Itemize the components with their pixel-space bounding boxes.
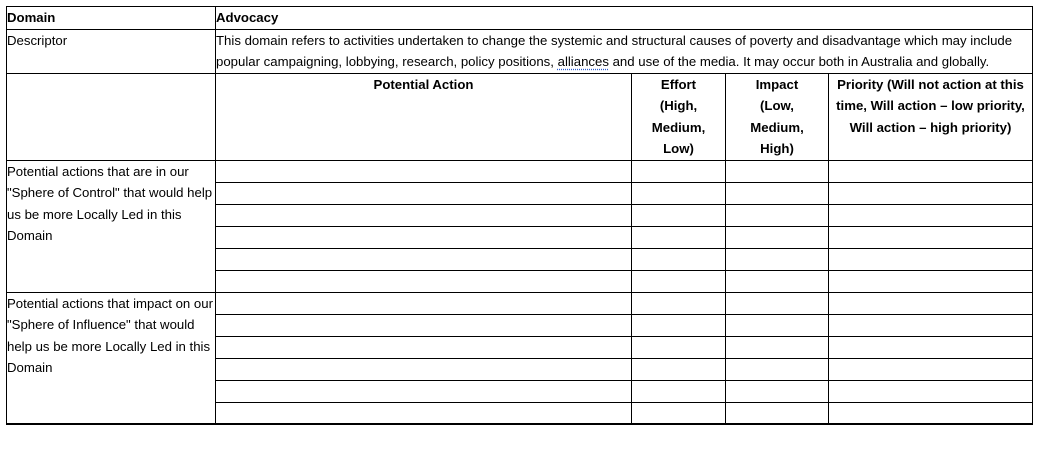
- impact-cell[interactable]: [726, 358, 829, 380]
- domain-value-cell: Advocacy: [216, 7, 1033, 30]
- impact-cell[interactable]: [726, 182, 829, 204]
- priority-cell[interactable]: [829, 402, 1033, 424]
- header-impact: [726, 73, 829, 160]
- column-header-row: [7, 73, 1033, 160]
- priority-cell[interactable]: [829, 292, 1033, 314]
- impact-cell[interactable]: [726, 160, 829, 182]
- impact-cell[interactable]: [726, 292, 829, 314]
- priority-cell[interactable]: [829, 380, 1033, 402]
- effort-cell[interactable]: [632, 292, 726, 314]
- effort-cell[interactable]: [632, 160, 726, 182]
- impact-cell[interactable]: [726, 336, 829, 358]
- effort-cell[interactable]: [632, 182, 726, 204]
- action-cell[interactable]: [216, 314, 632, 336]
- domain-label-cell: Domain: [7, 7, 216, 30]
- header-empty-cell: [7, 73, 216, 160]
- priority-cell[interactable]: [829, 314, 1033, 336]
- descriptor-text-part1: This domain refers to activities undertaken to change the systemic and structural causes of poverty and disadvantage which may include popular campaigning, lobbying, research, policy positions,: [216, 32, 1013, 69]
- descriptor-marked-word: alliances: [557, 54, 609, 69]
- action-cell[interactable]: [216, 402, 632, 424]
- descriptor-row: [7, 29, 1033, 73]
- effort-cell[interactable]: [632, 204, 726, 226]
- effort-cell[interactable]: [632, 402, 726, 424]
- impact-cell[interactable]: [726, 380, 829, 402]
- descriptor-text-cell: [216, 29, 1033, 73]
- control-section-label: Potential actions that are in our "Sphere of Control" that would help us be more Locally Led in this Domain: [7, 160, 216, 292]
- advocacy-planning-table: [6, 6, 1033, 425]
- priority-cell[interactable]: [829, 204, 1033, 226]
- action-cell[interactable]: [216, 226, 632, 248]
- priority-cell[interactable]: [829, 358, 1033, 380]
- priority-cell[interactable]: [829, 160, 1033, 182]
- impact-cell[interactable]: [726, 248, 829, 270]
- impact-cell[interactable]: [726, 270, 829, 292]
- priority-cell[interactable]: [829, 270, 1033, 292]
- descriptor-label-cell: Descriptor: [7, 29, 216, 73]
- impact-cell[interactable]: [726, 402, 829, 424]
- header-priority: [829, 73, 1033, 160]
- action-cell[interactable]: [216, 182, 632, 204]
- action-cell[interactable]: [216, 248, 632, 270]
- effort-cell[interactable]: [632, 226, 726, 248]
- action-cell[interactable]: [216, 336, 632, 358]
- action-cell[interactable]: [216, 270, 632, 292]
- priority-cell[interactable]: [829, 336, 1033, 358]
- action-cell[interactable]: [216, 160, 632, 182]
- action-cell[interactable]: [216, 380, 632, 402]
- domain-row: [7, 7, 1033, 30]
- effort-cell[interactable]: [632, 380, 726, 402]
- header-potential-action: Potential Action: [216, 73, 632, 160]
- influence-section-label: Potential actions that impact on our "Sphere of Influence" that would help us be more Locally Led in this Domain: [7, 292, 216, 424]
- header-impact-text: Impact (Low, Medium, High): [750, 76, 804, 156]
- header-priority-text: Priority (Will not action at this time, Will action – low priority, Will action – high priority): [836, 76, 1025, 135]
- priority-cell[interactable]: [829, 248, 1033, 270]
- impact-cell[interactable]: [726, 226, 829, 248]
- priority-cell[interactable]: [829, 226, 1033, 248]
- action-cell[interactable]: [216, 358, 632, 380]
- effort-cell[interactable]: [632, 248, 726, 270]
- effort-cell[interactable]: [632, 358, 726, 380]
- advocacy-table-wrapper: [6, 6, 1033, 425]
- action-cell[interactable]: [216, 292, 632, 314]
- impact-cell[interactable]: [726, 204, 829, 226]
- priority-cell[interactable]: [829, 182, 1033, 204]
- impact-cell[interactable]: [726, 314, 829, 336]
- header-effort-text: Effort (High, Medium, Low): [651, 76, 706, 156]
- control-row: [7, 160, 1033, 182]
- header-effort: [632, 73, 726, 160]
- effort-cell[interactable]: [632, 336, 726, 358]
- effort-cell[interactable]: [632, 270, 726, 292]
- descriptor-text-part2: and use of the media. It may occur both in Australia and globally.: [608, 54, 990, 69]
- action-cell[interactable]: [216, 204, 632, 226]
- influence-row: [7, 292, 1033, 314]
- effort-cell[interactable]: [632, 314, 726, 336]
